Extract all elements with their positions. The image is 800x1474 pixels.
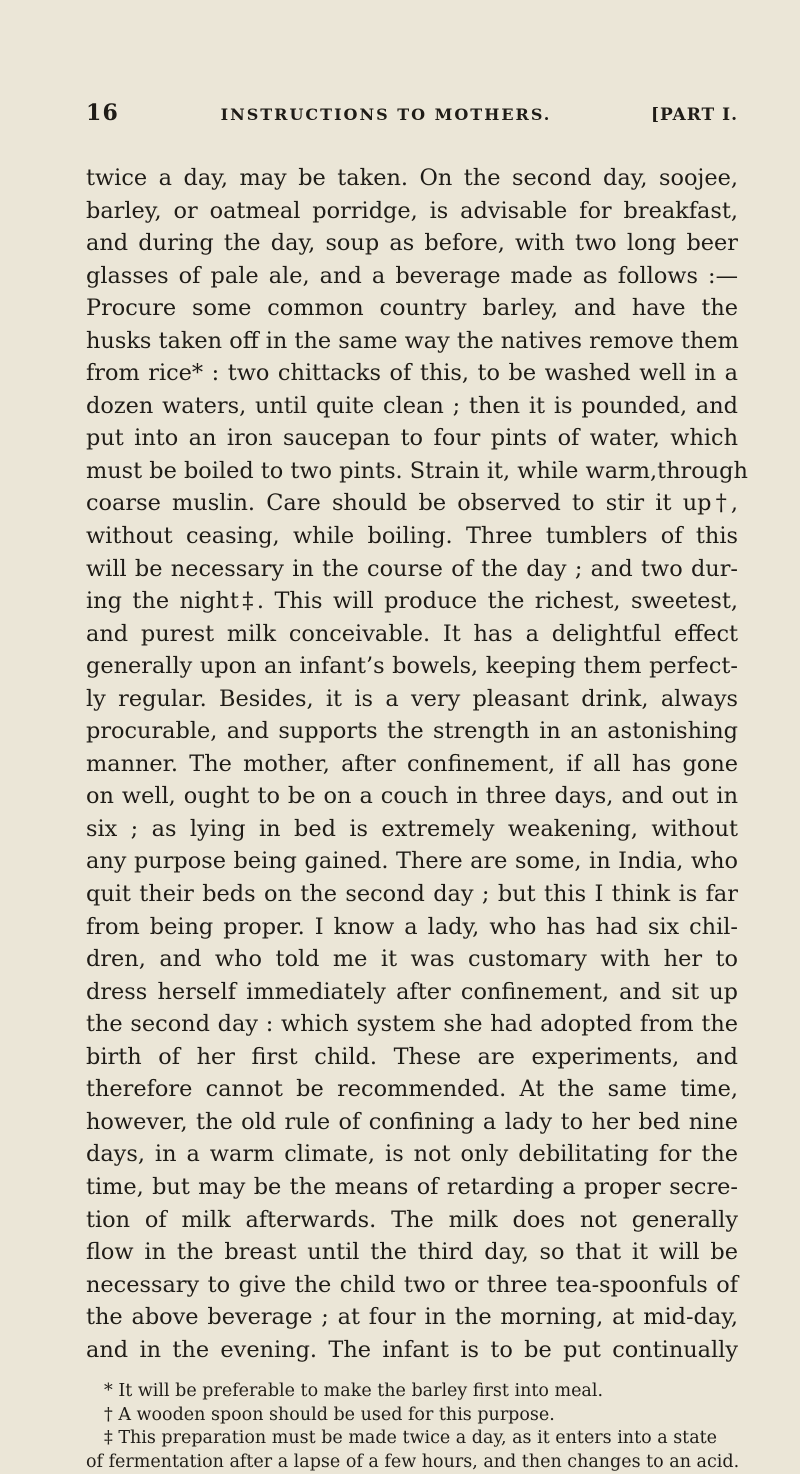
text-line: dozen waters, until quite clean ; then it is pounded, and — [86, 392, 738, 419]
text-line: dren, and who told me it was customary with her to — [86, 946, 738, 973]
text-line: the above beverage ; at four in the morning, at mid-day, — [86, 1304, 738, 1331]
page-number: 16 — [86, 100, 120, 126]
text-line: necessary to give the child two or three tea-spoonfuls of — [86, 1271, 738, 1298]
text-line: and purest milk conceivable. It has a delightful effect — [86, 620, 738, 647]
text-line: however, the old rule of confining a lady to her bed nine — [86, 1108, 738, 1135]
text-line: ing the night‡. This will produce the richest, sweetest, — [86, 588, 738, 615]
text-line: barley, or oatmeal porridge, is advisable for breakfast, — [86, 197, 738, 224]
text-line: twice a day, may be taken. On the second day, soojee, — [86, 165, 738, 191]
text-line: put into an iron saucepan to four pints of water, which — [86, 425, 738, 452]
footnote-barley: * It will be preferable to make the barley first into meal. — [104, 1381, 604, 1402]
text-line: from rice* : two chittacks of this, to be washed well in a — [86, 360, 738, 387]
text-line: tion of milk afterwards. The milk does not generally — [86, 1206, 738, 1233]
running-title: INSTRUCTIONS TO MOTHERS. — [220, 105, 552, 124]
part-label: [PART I. — [650, 105, 738, 125]
text-line: glasses of pale ale, and a beverage made as follows :— — [86, 262, 738, 289]
running-head — [86, 100, 738, 144]
text-line: therefore cannot be recommended. At the same time, — [86, 1076, 738, 1103]
text-line: and during the day, soup as before, with two long beer — [86, 230, 738, 257]
text-line: birth of her first child. These are experiments, and — [86, 1043, 738, 1070]
text-line: ly regular. Besides, it is a very pleasant drink, always — [86, 685, 738, 712]
text-line: must be boiled to two pints. Strain it, while warm,through — [86, 457, 748, 484]
text-line: without ceasing, while boiling. Three tumblers of this — [86, 523, 738, 550]
text-line: generally upon an infant’s bowels, keeping them perfect- — [86, 653, 738, 680]
text-line: and in the evening. The infant is to be put continually — [86, 1336, 738, 1363]
text-line: flow in the breast until the third day, so that it will be — [86, 1239, 738, 1266]
text-line: time, but may be the means of retarding a proper secre- — [86, 1173, 738, 1200]
text-line: from being proper. I know a lady, who has had six chil- — [86, 913, 738, 940]
footnotes — [86, 1380, 738, 1474]
text-line: on well, ought to be on a couch in three days, and out in — [86, 783, 738, 810]
footnote-preparation: ‡ This preparation must be made twice a day, as it enters into a state — [104, 1428, 718, 1449]
footnote-preparation-continued: of fermentation after a lapse of a few hours, and then changes to an acid. — [86, 1451, 740, 1472]
text-line: the second day : which system she had adopted from the — [86, 1011, 738, 1038]
text-line: manner. The mother, after confinement, if all has gone — [86, 750, 738, 777]
text-line: coarse muslin. Care should be observed to stir it up†, — [86, 490, 738, 517]
text-line: any purpose being gained. There are some, in India, who — [86, 848, 738, 875]
text-line: six ; as lying in bed is extremely weakening, without — [86, 815, 738, 842]
text-line: will be necessary in the course of the day ; and two dur- — [86, 555, 738, 582]
text-line: days, in a warm climate, is not only debilitating for the — [86, 1141, 738, 1168]
text-line: husks taken off in the same way the natives remove them — [86, 327, 739, 354]
text-line: quit their beds on the second day ; but this I think is far — [86, 881, 738, 908]
text-line: Procure some common country barley, and have the — [86, 295, 738, 322]
footnote-spoon: † A wooden spoon should be used for this purpose. — [104, 1404, 555, 1425]
text-line: procurable, and supports the strength in an astonishing — [86, 718, 738, 745]
body-text — [86, 162, 748, 1366]
text-line: dress herself immediately after confinement, and sit up — [86, 978, 738, 1005]
